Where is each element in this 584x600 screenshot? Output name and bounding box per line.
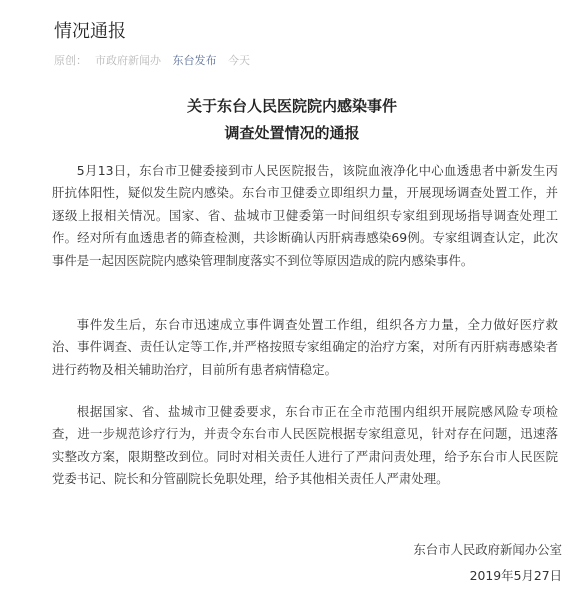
publish-time: 今天 [228,54,250,67]
signature-date: 2019年5月27日 [469,568,562,583]
paragraph-3: 根据国家、省、盐城市卫健委要求，东台市正在全市范围内组织开展院感风险专项检查，进一步规范诊疗行为，并责令东台市人民医院根据专家组意见，针对存在问题，迅速落实整改方案，限期整改到位。同时对相关责任人进行了严肃问责处理，给予东台市人民医院党委书记、院长和分管副院长免职处理，给予其他相关责任人严肃处理。 [52,404,558,487]
source-name-link[interactable]: 市政府新闻办 [95,54,161,67]
page-title: 情况通报 [54,21,126,42]
paragraph-1: 5月13日，东台市卫健委接到市人民医院报告，该院血液净化中心血透患者中新发生丙肝抗体阳性，疑似发生院内感染。东台市卫健委立即组织力量，开展现场调查处置工作，并逐级上报相关情况。国家、省、盐城市卫健委第一时间组织专家组到现场指导调查处理工作。经对所有血透患者的筛查检测，共诊断确认丙肝病毒感染69例。专家组调查认定，此次事件是一起因医院院内感染管理制度落实不到位等原因造成的院内感染事件。 [52,163,558,268]
article-meta [54,53,250,69]
source-label: 原创： [54,54,87,67]
signature-org: 东台市人民政府新闻办公室 [413,542,562,557]
account-name-link[interactable]: 东台发布 [172,54,217,67]
notice-title-line1: 关于东台人民医院院内感染事件 [186,97,397,115]
notice-title-line2: 调查处置情况的通报 [224,124,360,142]
paragraph-2: 事件发生后，东台市迅速成立事件调查处置工作组，组织各方力量，全力做好医疗救治、事件调查、责任认定等工作,并严格按照专家组确定的治疗方案，对所有丙肝病毒感染者进行药物及相关辅助治疗，目前所有患者病情稳定。 [52,317,558,377]
